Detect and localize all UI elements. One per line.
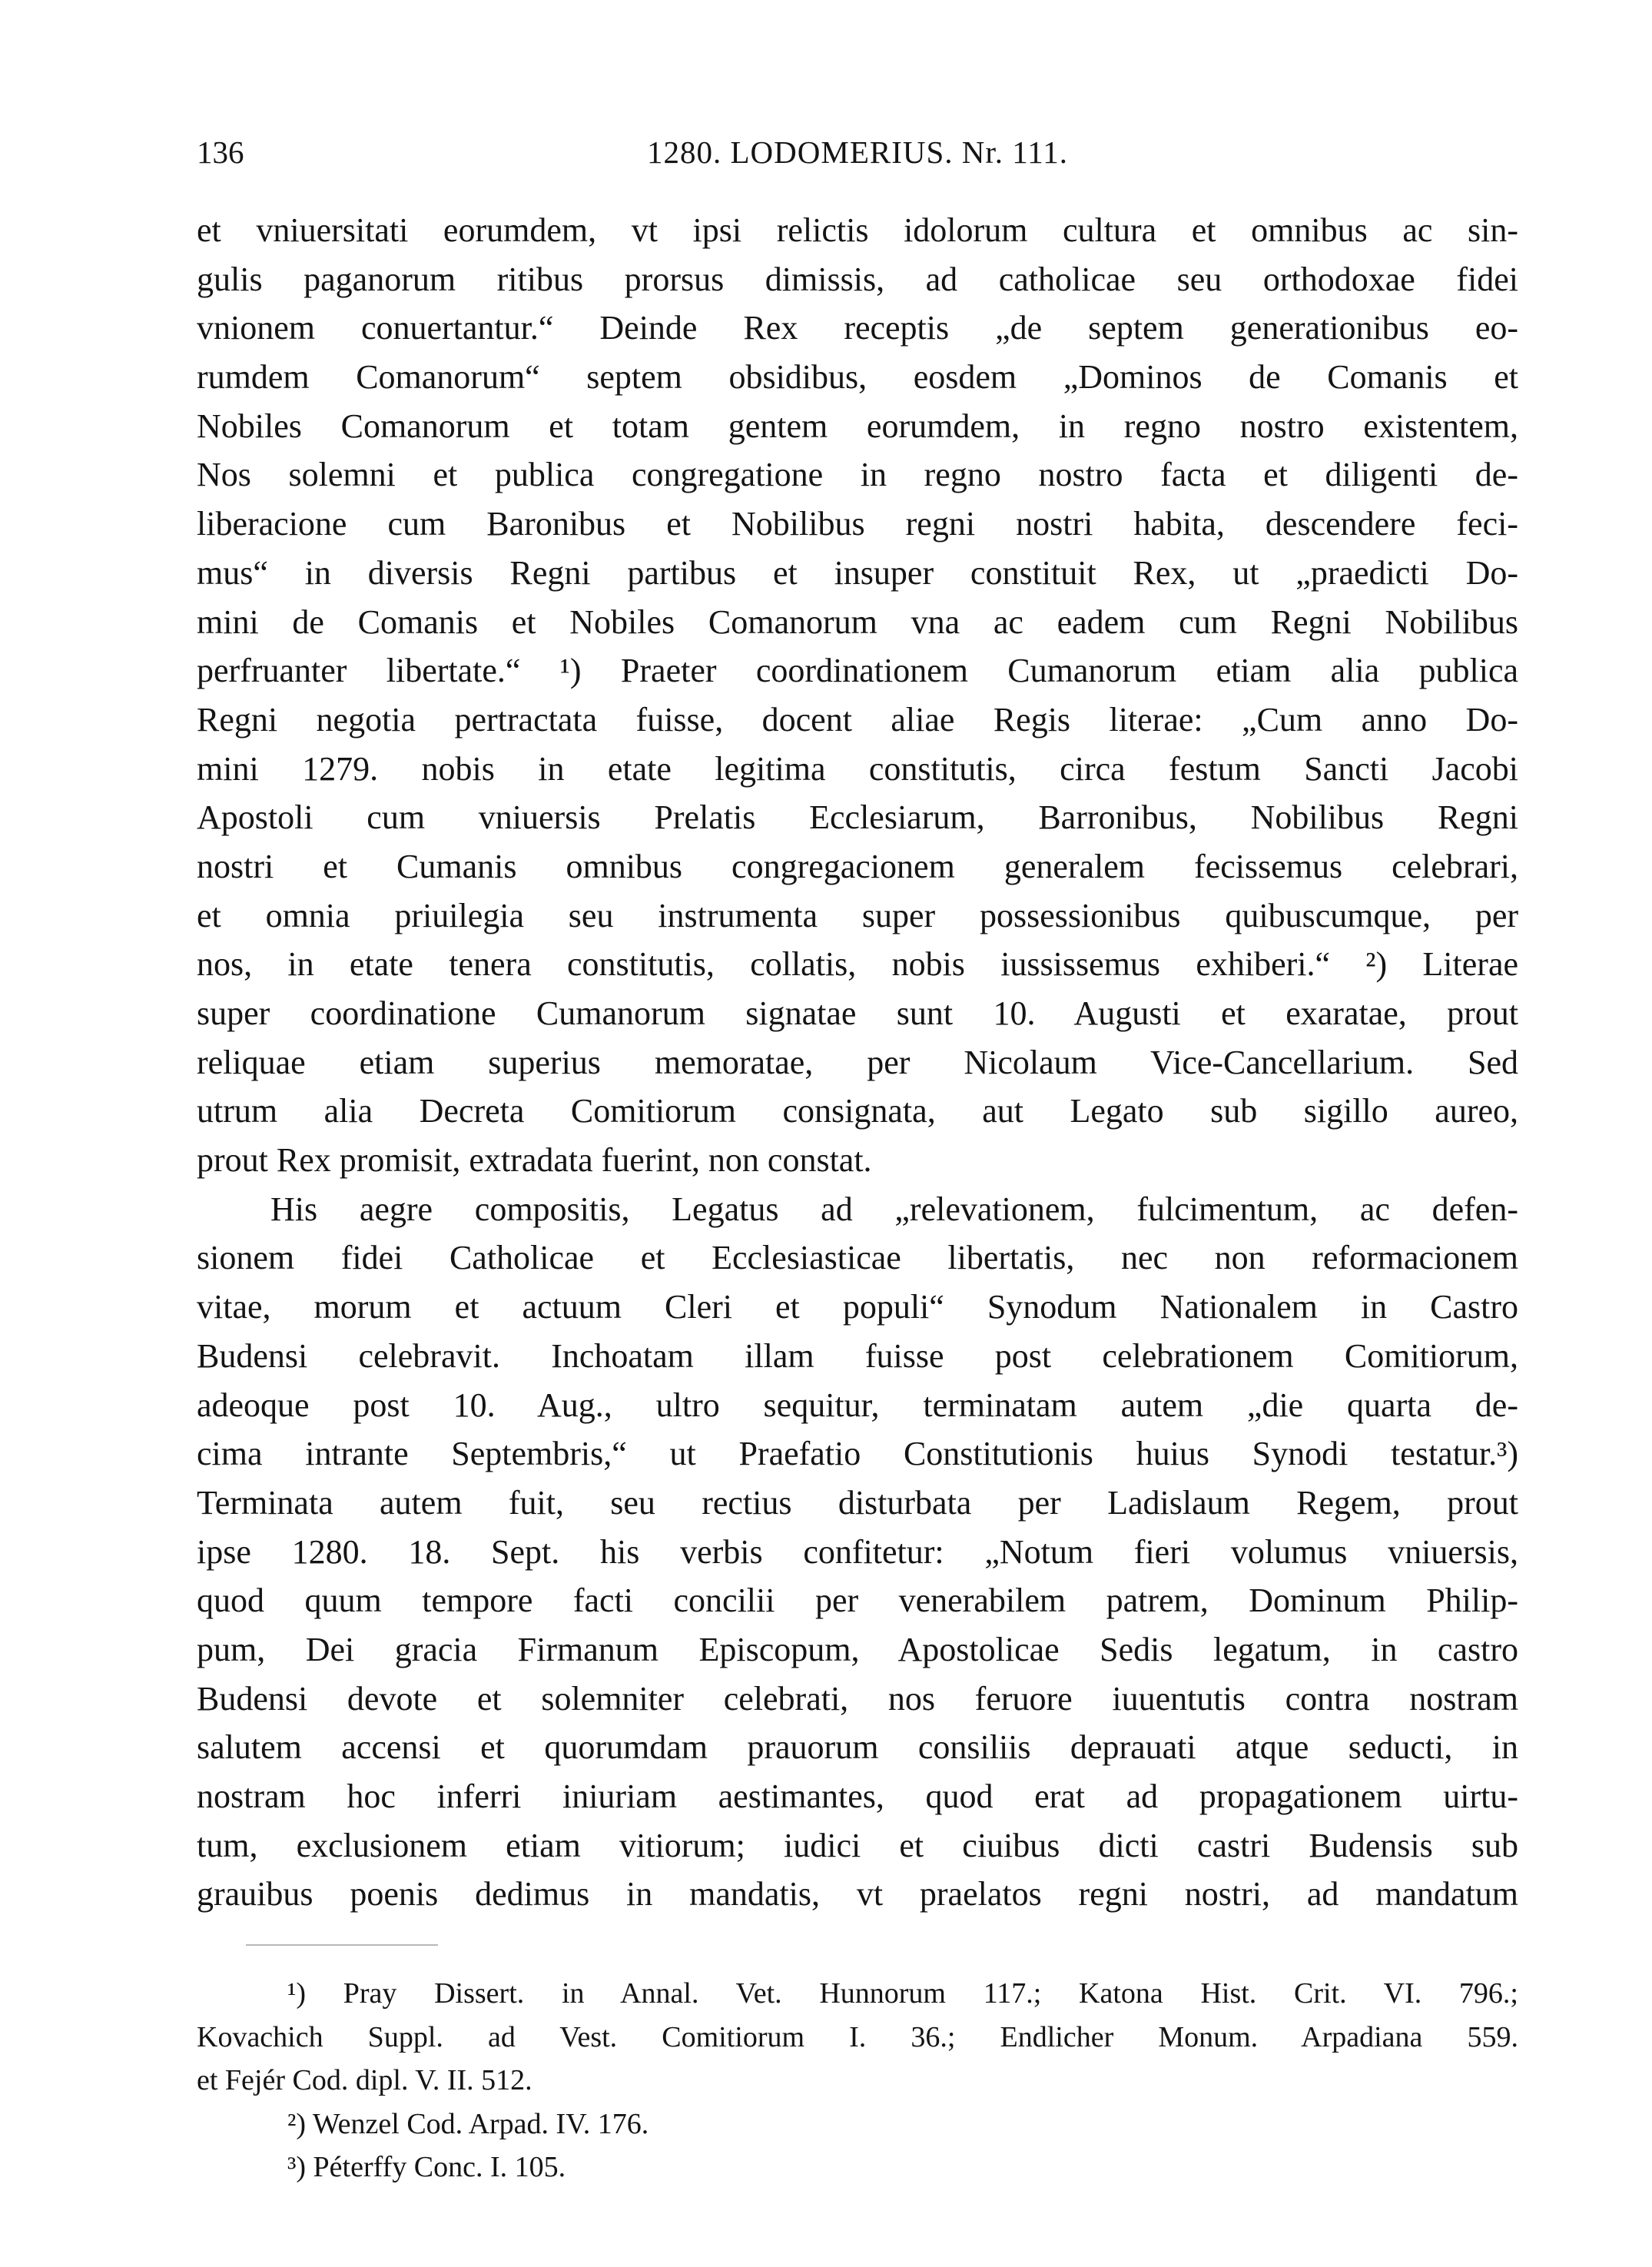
body-line: mus“ in diversis Regni partibus et insuper constituit Rex, ut „praedicti Do- (197, 553, 1518, 592)
body-line: nos, in etate tenera constitutis, collatis, nobis iussissemus exhiberi.“ ²) Literae (197, 945, 1518, 984)
body-line: sionem fidei Catholicae et Ecclesiasticae libertatis, nec non reformacionem (197, 1239, 1518, 1277)
footnote-separator (246, 1944, 438, 1946)
footnotes (197, 1972, 1518, 2189)
body-line: vnionem conuertantur.“ Deinde Rex receptis „de septem generationibus eo- (197, 309, 1518, 347)
body-line: Nobiles Comanorum et totam gentem eorumdem, in regno nostro existentem, (197, 407, 1518, 445)
page-number: 136 (197, 134, 244, 170)
body-line: vitae, morum et actuum Cleri et populi“ Synodum Nationalem in Castro (197, 1288, 1518, 1326)
body-line: et omnia priuilegia seu instrumenta super possessionibus quibuscumque, per (197, 896, 1518, 934)
body-line: Budensi celebravit. Inchoatam illam fuisse post celebrationem Comitiorum, (197, 1336, 1518, 1375)
body-line: adeoque post 10. Aug., ultro sequitur, terminatam autem „die quarta de- (197, 1386, 1518, 1424)
body-line: liberacione cum Baronibus et Nobilibus regni nostri habita, descendere feci- (197, 505, 1518, 543)
body-line: grauibus poenis dedimus in mandatis, vt praelatos regni nostri, ad mandatum (197, 1875, 1518, 1914)
body-line: pum, Dei gracia Firmanum Episcopum, Apostolicae Sedis legatum, in castro (197, 1630, 1518, 1668)
body-line: salutem accensi et quorumdam prauorum consiliis deprauati atque seducti, in (197, 1728, 1518, 1767)
body-line: Nos solemni et publica congregatione in regno nostro facta et diligenti de- (197, 456, 1518, 494)
body-line: mini de Comanis et Nobiles Comanorum vna ac eadem cum Regni Nobilibus (197, 602, 1518, 641)
body-line: nostri et Cumanis omnibus congregacionem generalem fecissemus celebrari, (197, 847, 1518, 885)
body-line: reliquae etiam superius memoratae, per Nicolaum Vice-Cancellarium. Sed (197, 1043, 1518, 1081)
footnote-1-continuation: et Fejér Cod. dipl. V. II. 512. (197, 2064, 532, 2096)
body-line: quod quum tempore facti concilii per venerabilem patrem, Dominum Philip- (197, 1582, 1518, 1620)
body-line: mini 1279. nobis in etate legitima constitutis, circa festum Sancti Jacobi (197, 749, 1518, 788)
footnote-1: ¹) Pray Dissert. in Annal. Vet. Hunnorum 117.; Katona Hist. Crit. VI. 796.; (287, 1977, 1518, 2010)
body-line: utrum alia Decreta Comitiorum consignata, aut Legato sub sigillo aureo, (197, 1092, 1518, 1130)
body-line: Regni negotia pertractata fuisse, docent aliae Regis literae: „Cum anno Do- (197, 700, 1518, 739)
body-line: Budensi devote et solemniter celebrati, nos feruore iuuentutis contra nostram (197, 1679, 1518, 1718)
body-line: gulis paganorum ritibus prorsus dimissis, ad catholicae seu orthodoxae fidei (197, 260, 1518, 298)
footnote-2: ²) Wenzel Cod. Arpad. IV. 176. (287, 2107, 649, 2140)
running-head (197, 129, 1518, 175)
footnote-1-continuation: Kovachich Suppl. ad Vest. Comitiorum I. 36.; Endlicher Monum. Arpadiana 559. (197, 2020, 1518, 2053)
body-line: Apostoli cum vniuersis Prelatis Ecclesiarum, Barronibus, Nobilibus Regni (197, 798, 1518, 837)
body-line: nostram hoc inferri iniuriam aestimantes, quod erat ad propagationem uirtu- (197, 1777, 1518, 1815)
body-line: perfruanter libertate.“ ¹) Praeter coordinationem Cumanorum etiam alia publica (197, 652, 1518, 690)
body-line: super coordinatione Cumanorum signatae sunt 10. Augusti et exaratae, prout (197, 994, 1518, 1032)
body-line: rumdem Comanorum“ septem obsidibus, eosdem „Dominos de Comanis et (197, 358, 1518, 397)
body-line: ipse 1280. 18. Sept. his verbis confitetur: „Notum fieri volumus vniuersis, (197, 1532, 1518, 1571)
paragraph-start-line: His aegre compositis, Legatus ad „relevationem, fulcimentum, ac defen- (270, 1190, 1518, 1228)
paragraph-end-line: prout Rex promisit, extradata fuerint, non constat. (197, 1141, 872, 1180)
running-title: 1280. LODOMERIUS. Nr. 111. (647, 134, 1068, 170)
body-line: et vniuersitati eorumdem, vt ipsi relictis idolorum cultura et omnibus ac sin- (197, 211, 1518, 249)
body-line: tum, exclusionem etiam vitiorum; iudici et ciuibus dicti castri Budensis sub (197, 1826, 1518, 1864)
body-text (197, 206, 1518, 1919)
footnote-3: ³) Péterffy Conc. I. 105. (287, 2151, 566, 2183)
body-line: Terminata autem fuit, seu rectius disturbata per Ladislaum Regem, prout (197, 1483, 1518, 1522)
body-line: cima intrante Septembris,“ ut Praefatio Constitutionis huius Synodi testatur.³) (197, 1435, 1518, 1473)
